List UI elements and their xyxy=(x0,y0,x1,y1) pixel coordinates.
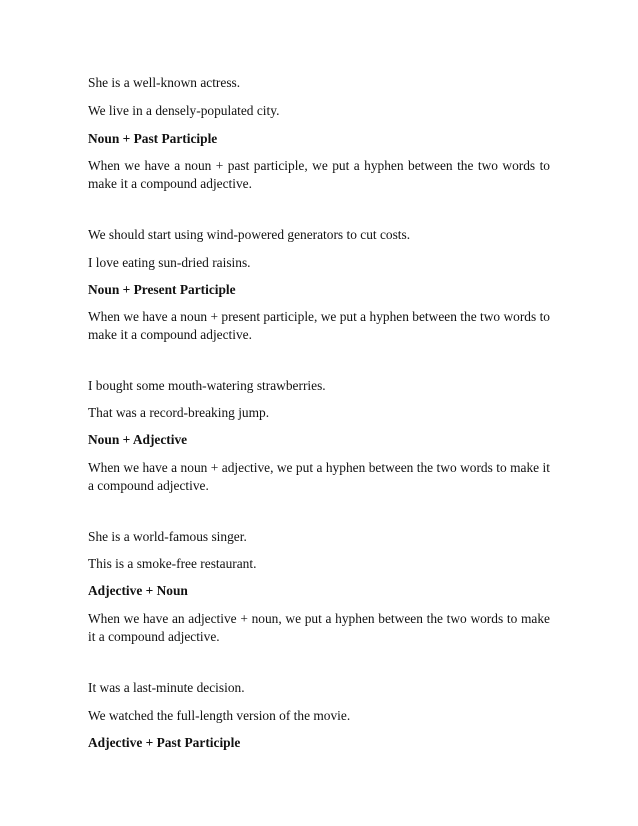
section-description: When we have a noun + present participle, we put a hyphen between the two words to make it a compound adjective. xyxy=(88,309,550,342)
section-description: When we have an adjective + noun, we put a hyphen between the two words to make it a compound adjective. xyxy=(88,611,550,644)
example-sentence: I bought some mouth-watering strawberries. xyxy=(88,378,326,393)
example-sentence: She is a world-famous singer. xyxy=(88,529,247,544)
example-sentence: This is a smoke-free restaurant. xyxy=(88,556,257,571)
section-heading: Adjective + Noun xyxy=(88,583,188,598)
section-heading: Noun + Past Participle xyxy=(88,131,218,146)
example-sentence: She is a well-known actress. xyxy=(88,75,241,90)
example-sentence: I love eating sun-dried raisins. xyxy=(88,255,251,270)
example-sentence: We watched the full-length version of the movie. xyxy=(88,708,351,723)
example-sentence: That was a record-breaking jump. xyxy=(88,405,270,420)
section-heading: Noun + Present Participle xyxy=(88,282,236,297)
example-sentence: We should start using wind-powered generators to cut costs. xyxy=(88,227,411,242)
section-description: When we have a noun + past participle, we put a hyphen between the two words to make it a compound adjective. xyxy=(88,158,550,191)
example-sentence: We live in a densely-populated city. xyxy=(88,103,280,118)
section-description: When we have a noun + adjective, we put a hyphen between the two words to make it a compound adjective. xyxy=(88,460,550,493)
example-sentence: It was a last-minute decision. xyxy=(88,680,245,695)
section-heading: Noun + Adjective xyxy=(88,432,188,447)
section-heading: Adjective + Past Participle xyxy=(88,735,241,750)
